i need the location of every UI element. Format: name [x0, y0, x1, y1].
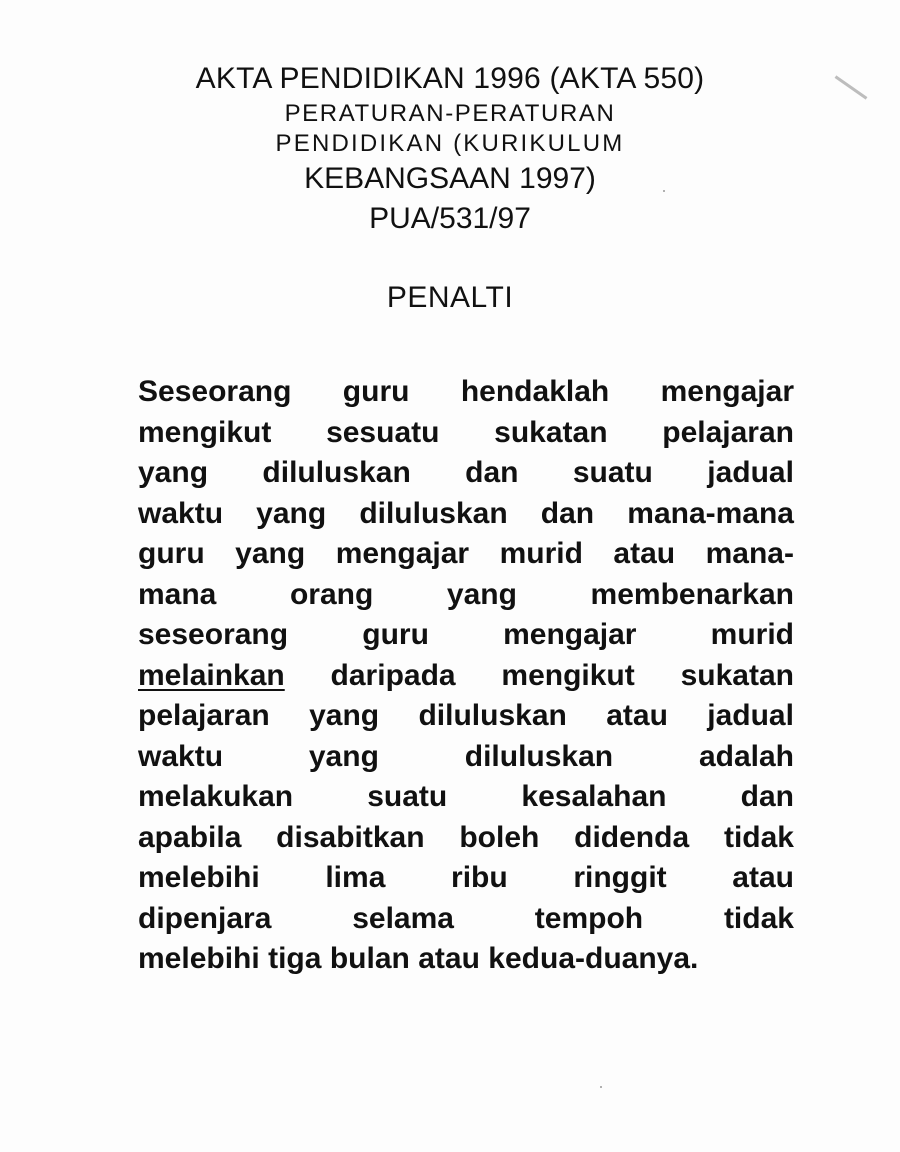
paragraph-word: tidak — [723, 820, 794, 854]
paragraph-line — [138, 858, 794, 899]
paragraph-word: diluluskan — [359, 496, 508, 530]
paragraph-word: guru — [138, 537, 205, 570]
paragraph-word: jadual — [707, 456, 794, 489]
paragraph-word: yang — [446, 577, 517, 611]
paragraph-word: mana-mana — [627, 496, 794, 530]
paragraph-word: diluluskan — [464, 739, 614, 773]
paragraph-word: mengajar — [503, 618, 637, 651]
paragraph-word: dipenjara — [138, 901, 272, 935]
paragraph-word: Seseorang — [138, 375, 292, 408]
paragraph-word: disabitkan — [276, 820, 425, 854]
paragraph-word: tidak — [723, 901, 794, 935]
paragraph-word: melakukan — [138, 780, 294, 813]
paragraph-word: dan — [465, 456, 519, 489]
paragraph-word: sesuatu — [326, 415, 440, 449]
paragraph-line — [138, 899, 794, 940]
paragraph-word: mengajar — [660, 375, 794, 408]
paragraph-word: melebihi — [138, 861, 260, 894]
paragraph-line — [138, 372, 794, 413]
underlined-word: melainkan — [138, 658, 285, 692]
paragraph-word: pelajaran — [138, 699, 270, 732]
paragraph-word: orang — [289, 577, 374, 611]
paragraph-word: atau — [418, 942, 480, 975]
paragraph-word: atau — [732, 861, 794, 894]
paragraph-word: boleh — [459, 820, 540, 854]
paragraph-word: tiga — [268, 942, 322, 975]
paragraph-word: mengikut — [501, 658, 635, 692]
paragraph-word: yang — [235, 537, 306, 570]
paragraph-word: dan — [740, 780, 794, 813]
paragraph-word: waktu — [138, 496, 224, 530]
paragraph-word: mengajar — [335, 537, 470, 570]
paragraph-word: adalah — [698, 739, 794, 773]
paragraph-line — [138, 818, 794, 859]
paragraph-word: jadual — [707, 699, 794, 732]
paragraph-line — [138, 534, 794, 575]
paragraph-line — [138, 737, 794, 778]
paragraph-line — [138, 696, 794, 737]
paragraph-word: kesalahan — [521, 780, 667, 813]
paragraph-word: mengikut — [138, 415, 272, 449]
paragraph-word: sukatan — [494, 415, 608, 449]
paragraph-word: selama — [352, 901, 454, 935]
paragraph-line — [138, 939, 794, 980]
paragraph-word: ringgit — [573, 861, 667, 894]
regulations-title-line-2: PENDIDIKAN (KURIKULUM — [275, 130, 625, 157]
paragraph-word: mana- — [705, 537, 794, 570]
paragraph-word: lima — [325, 861, 386, 894]
paragraph-line — [138, 494, 794, 535]
paragraph-line — [138, 413, 794, 454]
paragraph-word: atau — [613, 537, 676, 570]
regulations-title-line-3: KEBANGSAAN 1997) — [304, 162, 596, 195]
paragraph-word: yang — [138, 456, 209, 489]
paragraph-word: ribu — [451, 861, 508, 894]
paragraph-line — [138, 615, 794, 656]
paragraph-line — [138, 453, 794, 494]
paragraph-word: didenda — [574, 820, 690, 854]
paragraph-word: sukatan — [680, 658, 794, 692]
paragraph-word: atau — [606, 699, 668, 732]
reference-number: PUA/531/97 — [369, 202, 531, 235]
paragraph-word: kedua-duanya. — [488, 942, 699, 975]
paragraph-word: bulan — [329, 942, 410, 975]
paragraph-word: pelajaran — [662, 415, 794, 449]
paragraph-word: suatu — [367, 780, 448, 813]
section-title: PENALTI — [386, 281, 514, 314]
paragraph-word: mana — [138, 577, 217, 611]
paragraph-word: hendaklah — [460, 375, 610, 408]
paragraph-word: guru — [342, 375, 410, 408]
act-title: AKTA PENDIDIKAN 1996 (AKTA 550) — [195, 62, 705, 95]
paragraph-word: yang — [256, 496, 327, 530]
paragraph-line — [138, 575, 794, 616]
paragraph-word: suatu — [572, 456, 653, 489]
paragraph-word: membenarkan — [590, 577, 794, 611]
scan-speck — [600, 1086, 602, 1088]
paragraph-line — [138, 656, 794, 697]
regulations-title-line-1: PERATURAN-PERATURAN — [284, 100, 616, 127]
paragraph-word: tempoh — [534, 901, 644, 935]
paragraph-word: daripada — [330, 658, 456, 692]
paragraph-word: yang — [308, 739, 379, 773]
paragraph-word: melebihi — [138, 942, 260, 975]
paragraph-word: guru — [362, 618, 429, 651]
paragraph-word: murid — [710, 618, 794, 651]
paragraph-word: apabila — [138, 820, 242, 854]
paragraph-word: waktu — [138, 739, 224, 773]
paragraph-word: diluluskan — [418, 699, 567, 732]
document-heading — [0, 60, 900, 239]
paragraph-word: diluluskan — [262, 456, 411, 489]
paragraph-word: seseorang — [138, 618, 289, 651]
penalty-paragraph — [138, 372, 794, 980]
paragraph-word: yang — [309, 699, 380, 732]
paragraph-word: murid — [499, 537, 583, 570]
paragraph-line — [138, 777, 794, 818]
paragraph-word: dan — [540, 496, 595, 530]
